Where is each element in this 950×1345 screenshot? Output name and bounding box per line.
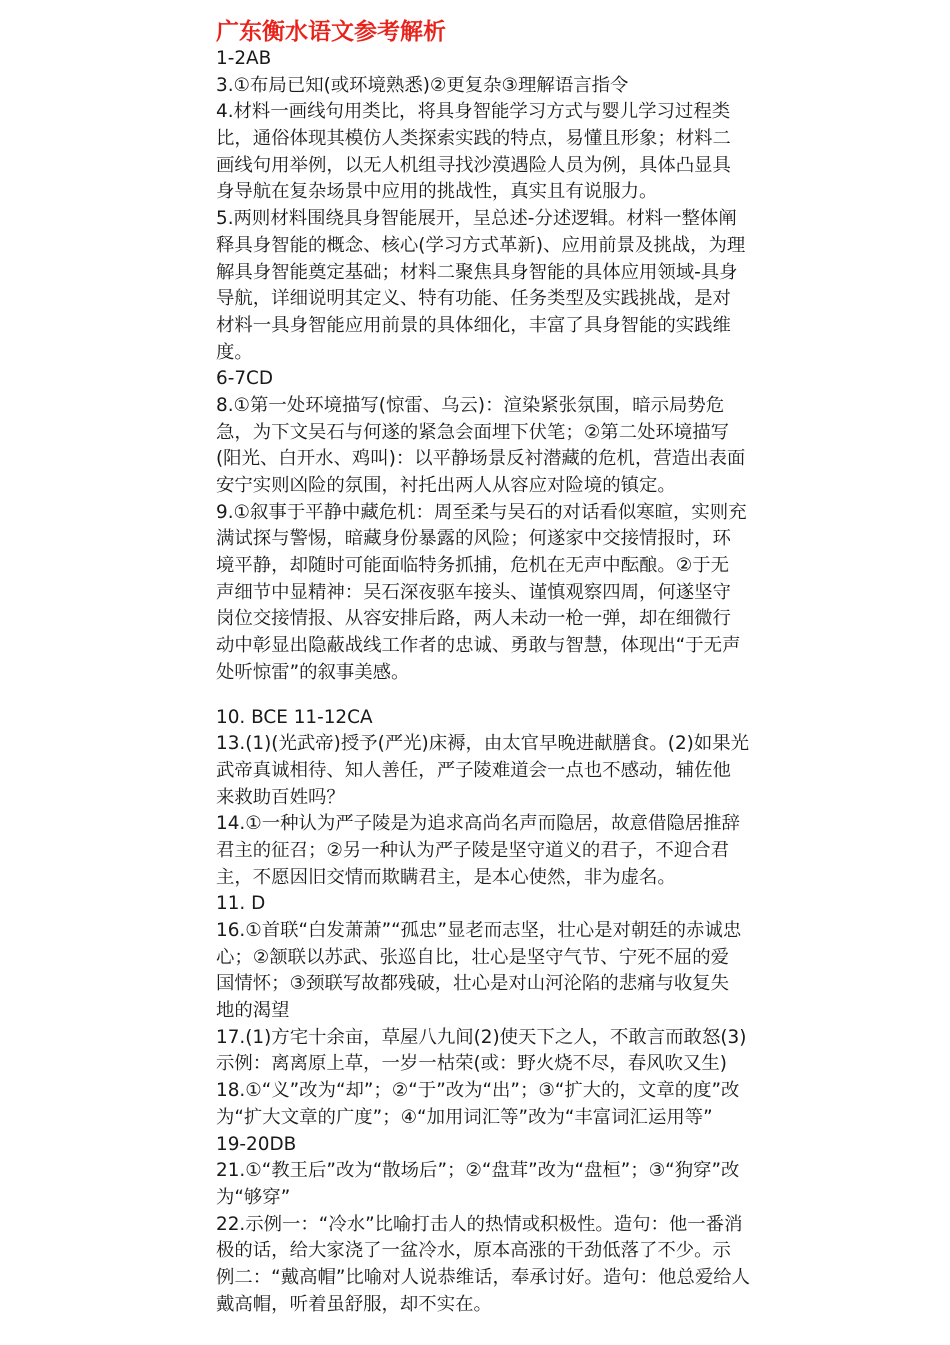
answer-line: 13.(1)(光武帝)授予(严光)床褥，由太官早晚进献膳食。(2)如果光 <box>216 733 750 755</box>
answer-line: 5.两则材料围绕具身智能展开，呈总述-分述逻辑。材料一整体阐 <box>216 208 737 230</box>
answer-line: 为“扩大文章的广度”；④“加用词汇等”改为“丰富词汇运用等” <box>216 1106 713 1128</box>
answer-line: 境平静，却随时可能面临特务抓捕，危机在无声中酝酿。②于无 <box>216 555 730 577</box>
answer-line: 心；②颔联以苏武、张巡自比，壮心是坚守气节、宁死不屈的爱 <box>216 946 730 968</box>
answer-line: 君主的征召；②另一种认为严子陵是坚守道义的君子，不迎合君 <box>216 839 730 861</box>
answer-line: 为“够穿” <box>216 1186 291 1208</box>
answer-line: 戴高帽，听着虽舒服，却不实在。 <box>216 1293 492 1315</box>
answer-line: 示例：离离原上草，一岁一枯荣(或：野火烧不尽，春风吹又生) <box>216 1053 727 1075</box>
answer-line: 地的渴望 <box>216 1000 290 1022</box>
answer-line: 19-20DB <box>216 1133 297 1155</box>
answer-line: 14.①一种认为严子陵是为追求高尚名声而隐居，故意借隐居推辞 <box>216 813 740 835</box>
answer-line: 22.示例一：“冷水”比喻打击人的热情或积极性。造句：他一番消 <box>216 1213 743 1235</box>
answer-line: 6-7CD <box>216 368 274 390</box>
answer-line: 4.材料一画线句用类比，将具身智能学习方式与婴儿学习过程类 <box>216 101 731 123</box>
page-title: 广东衡水语文参考解析 <box>216 19 446 45</box>
answer-line: 武帝真诚相待、知人善任，严子陵难道会一点也不感动，辅佐他 <box>216 759 731 781</box>
answer-line: 解具身智能奠定基础；材料二聚焦具身智能的具体应用领域-具身 <box>216 261 738 283</box>
answer-line: 主，不愿因旧交情而欺瞒君主，是本心使然，非为虚名。 <box>216 866 676 888</box>
answer-line: 9.①叙事于平静中藏危机：周至柔与吴石的对话看似寒暄，实则充 <box>216 501 747 523</box>
answer-line: 3.①布局已知(或环境熟悉)②更复杂③理解语言指令 <box>216 74 629 96</box>
answer-line: 17.(1)方宅十余亩，草屋八九间(2)使天下之人，不敢言而敢怒(3) <box>216 1026 747 1048</box>
answer-line: 处听惊雷”的叙事美感。 <box>216 661 410 683</box>
answer-line: 身导航在复杂场景中应用的挑战性，真实且有说服力。 <box>216 181 658 203</box>
answer-line: 来救助百姓吗？ <box>216 786 345 808</box>
answer-line: 21.①“教王后”改为“散场后”；②“盘茸”改为“盘桓”；③“狗穿”改 <box>216 1160 740 1182</box>
answer-line: 释具身智能的概念、核心(学习方式革新)、应用前景及挑战，为理 <box>216 234 746 256</box>
answer-line: 度。 <box>216 341 253 363</box>
answer-line: 满试探与警惕，暗藏身份暴露的风险；何遂家中交接情报时，环 <box>216 528 731 550</box>
answer-line: 10. BCE 11-12CA <box>216 706 373 728</box>
answer-line: 画线句用举例，以无人机组寻找沙漠遇险人员为例，具体凸显具 <box>216 154 731 176</box>
answer-line: 导航，详细说明其定义、特有功能、任务类型及实践挑战，是对 <box>216 288 731 310</box>
section-gap <box>216 687 776 705</box>
answer-line: 1-2AB <box>216 48 272 69</box>
answer-line: 8.①第一处环境描写(惊雷、乌云)：渲染紧张氛围，暗示局势危 <box>216 394 725 416</box>
answer-block-part-1 <box>216 46 776 687</box>
answer-line: 16.①首联“白发萧萧”“孤忠”显老而志坚，壮心是对朝廷的赤诚忠 <box>216 920 742 941</box>
answer-line: 安宁实则凶险的氛围，衬托出两人从容应对险境的镇定。 <box>216 475 676 496</box>
answer-line: 国情怀；③颈联写故都残破，壮心是对山河沦陷的悲痛与收复失 <box>216 973 730 995</box>
answer-line: 比，通俗体现其模仿人类探索实践的特点，易懂且形象；材料二 <box>216 128 731 150</box>
answer-line: (阳光、白开水、鸡叫)：以平静场景反衬潜藏的危机，营造出表面 <box>216 448 746 470</box>
answer-line: 极的话，给大家浇了一盆冷水，原本高涨的干劲低落了不少。示 <box>216 1240 731 1262</box>
answer-line: 材料一具身智能应用前景的具体细化，丰富了具身智能的实践维 <box>216 314 731 336</box>
answer-line: 岗位交接情报、从容安排后路，两人未动一枪一弹，却在细微行 <box>216 608 731 630</box>
answer-line: 例二：“戴高帽”比喻对人说恭维话，奉承讨好。造句：他总爱给人 <box>216 1266 750 1288</box>
answer-line: 18.①“义”改为“却”；②“于”改为“出”；③“扩大的，文章的度”改 <box>216 1080 740 1102</box>
answer-line: 11. D <box>216 893 266 915</box>
answer-body <box>216 46 776 1318</box>
answer-block-part-2 <box>216 705 776 1319</box>
answer-line: 急，为下文吴石与何遂的紧急会面埋下伏笔；②第二处环境描写 <box>216 421 730 443</box>
answer-line: 声细节中显精神：吴石深夜驱车接头、谨慎观察四周，何遂坚守 <box>216 581 731 603</box>
answer-line: 动中彰显出隐蔽战线工作者的忠诚、勇敢与智慧，体现出“于无声 <box>216 635 741 657</box>
